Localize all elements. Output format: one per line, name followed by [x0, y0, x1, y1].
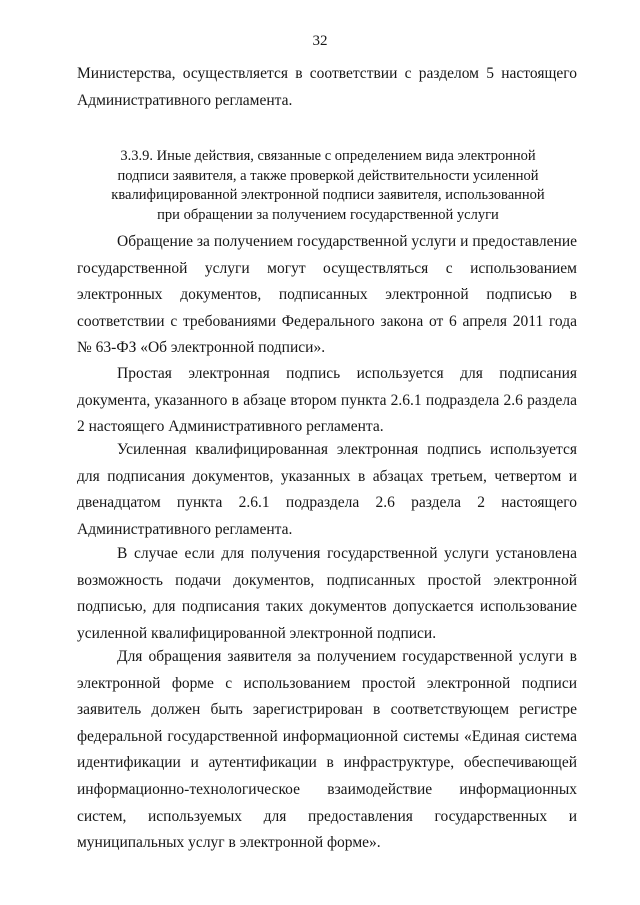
section-heading: 3.3.9. Иные действия, связанные с определением вида электронной подписи заявителя, а также проверкой действительности усиленной квалифицированной электронной подписи заявителя, использованной при обращении за получением государственной услуги: [111, 148, 545, 223]
paragraph-4: В случае если для получения государственной услуги установлена возможность подачи документов, подписанных простой электронной подписью, для подписания таких документов допускается использование усиленной квалифицированной электронной подписи.: [77, 545, 577, 642]
paragraph-1: Обращение за получением государственной услуги и предоставление государственной услуги могут осуществляться с использованием электронных документов, подписанных электронной подписью в соответствии с требованиями Федерального закона от 6 апреля 2011 года № 63-ФЗ «Об электронной подписи».: [77, 233, 577, 357]
paragraph-5: Для обращения заявителя за получением государственной услуги в электронной форме с использованием простой электронной подписи заявитель должен быть зарегистрирован в соответствующем регистре федеральной государственной информационной системы «Единая система идентификации и аутентификации в инфраструктуре, обеспечивающей информационно-технологическое взаимодействие информационных систем, используемых для предоставления государственных и муниципальных услуг в электронной форме».: [77, 648, 577, 852]
continuation-paragraph: Министерства, осуществляется в соответствии с разделом 5 настоящего Административного регламента.: [77, 65, 577, 109]
paragraph-3: Усиленная квалифицированная электронная подпись используется для подписания документов, указанных в абзацах третьем, четвертом и двенадцатом пункта 2.6.1 подраздела 2.6 раздела 2 настоящего Административного регламента.: [77, 441, 577, 538]
paragraph-2: Простая электронная подпись используется для подписания документа, указанного в абзаце втором пункта 2.6.1 подраздела 2.6 раздела 2 настоящего Административного регламента.: [77, 365, 577, 436]
page-number: 32: [312, 33, 328, 49]
